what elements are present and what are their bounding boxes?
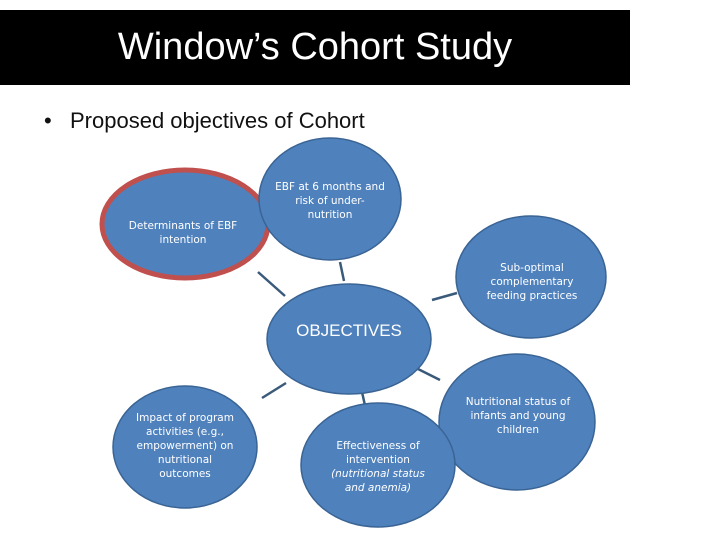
bullet-marker: • <box>44 108 52 133</box>
label-impact: Impact of program activities (e.g., empowerment) on nutritional outcomes <box>136 412 234 480</box>
bullet-text: Proposed objectives of Cohort <box>70 108 365 133</box>
label-nutritional-status: Nutritional status of infants and young children <box>465 396 571 436</box>
label-ebf-6-months: EBF at 6 months and risk of under-nutrition <box>275 181 385 221</box>
label-determinants: Determinants of EBF intention <box>128 220 238 246</box>
slide-title: Window’s Cohort Study <box>117 26 513 68</box>
center-label: OBJECTIVES <box>296 321 402 340</box>
label-effectiveness-main: Effectiveness of intervention <box>336 440 420 466</box>
label-effectiveness-note: (nutritional status and anemia) <box>331 468 425 494</box>
label-sub-optimal: Sub-optimal complementary feeding practices <box>486 262 578 302</box>
label-effectiveness <box>322 439 434 495</box>
